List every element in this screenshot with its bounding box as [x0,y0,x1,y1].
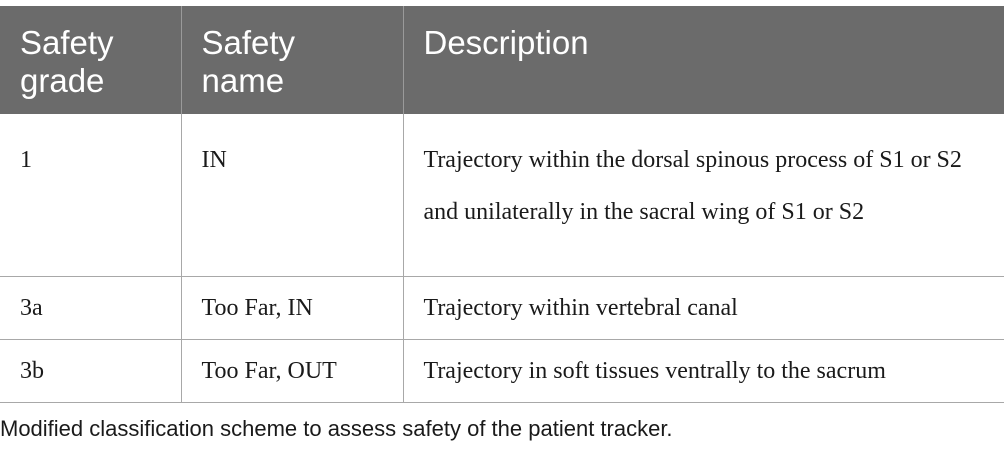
cell-safety-grade: 1 [0,114,181,276]
cell-safety-name: Too Far, OUT [181,339,403,402]
classification-table-container [0,6,1004,403]
cell-safety-name: Too Far, IN [181,276,403,339]
header-safety-name: Safety name [181,6,403,114]
cell-safety-grade: 3b [0,339,181,402]
cell-description: Trajectory within vertebral canal [403,276,1004,339]
table-row [0,114,1004,276]
classification-table [0,6,1004,403]
cell-safety-name: IN [181,114,403,276]
table-header [0,6,1004,114]
cell-description: Trajectory within the dorsal spinous process of S1 or S2 and unilaterally in the sacral wing of S1 or S2 [403,114,1004,276]
cell-description: Trajectory in soft tissues ventrally to the sacrum [403,339,1004,402]
table-row [0,339,1004,402]
table-body [0,114,1004,402]
header-safety-grade: Safety grade [0,6,181,114]
header-description: Description [403,6,1004,114]
table-caption: Modified classification scheme to assess safety of the patient tracker. [0,416,673,441]
table-row [0,276,1004,339]
cell-safety-grade: 3a [0,276,181,339]
header-row [0,6,1004,114]
